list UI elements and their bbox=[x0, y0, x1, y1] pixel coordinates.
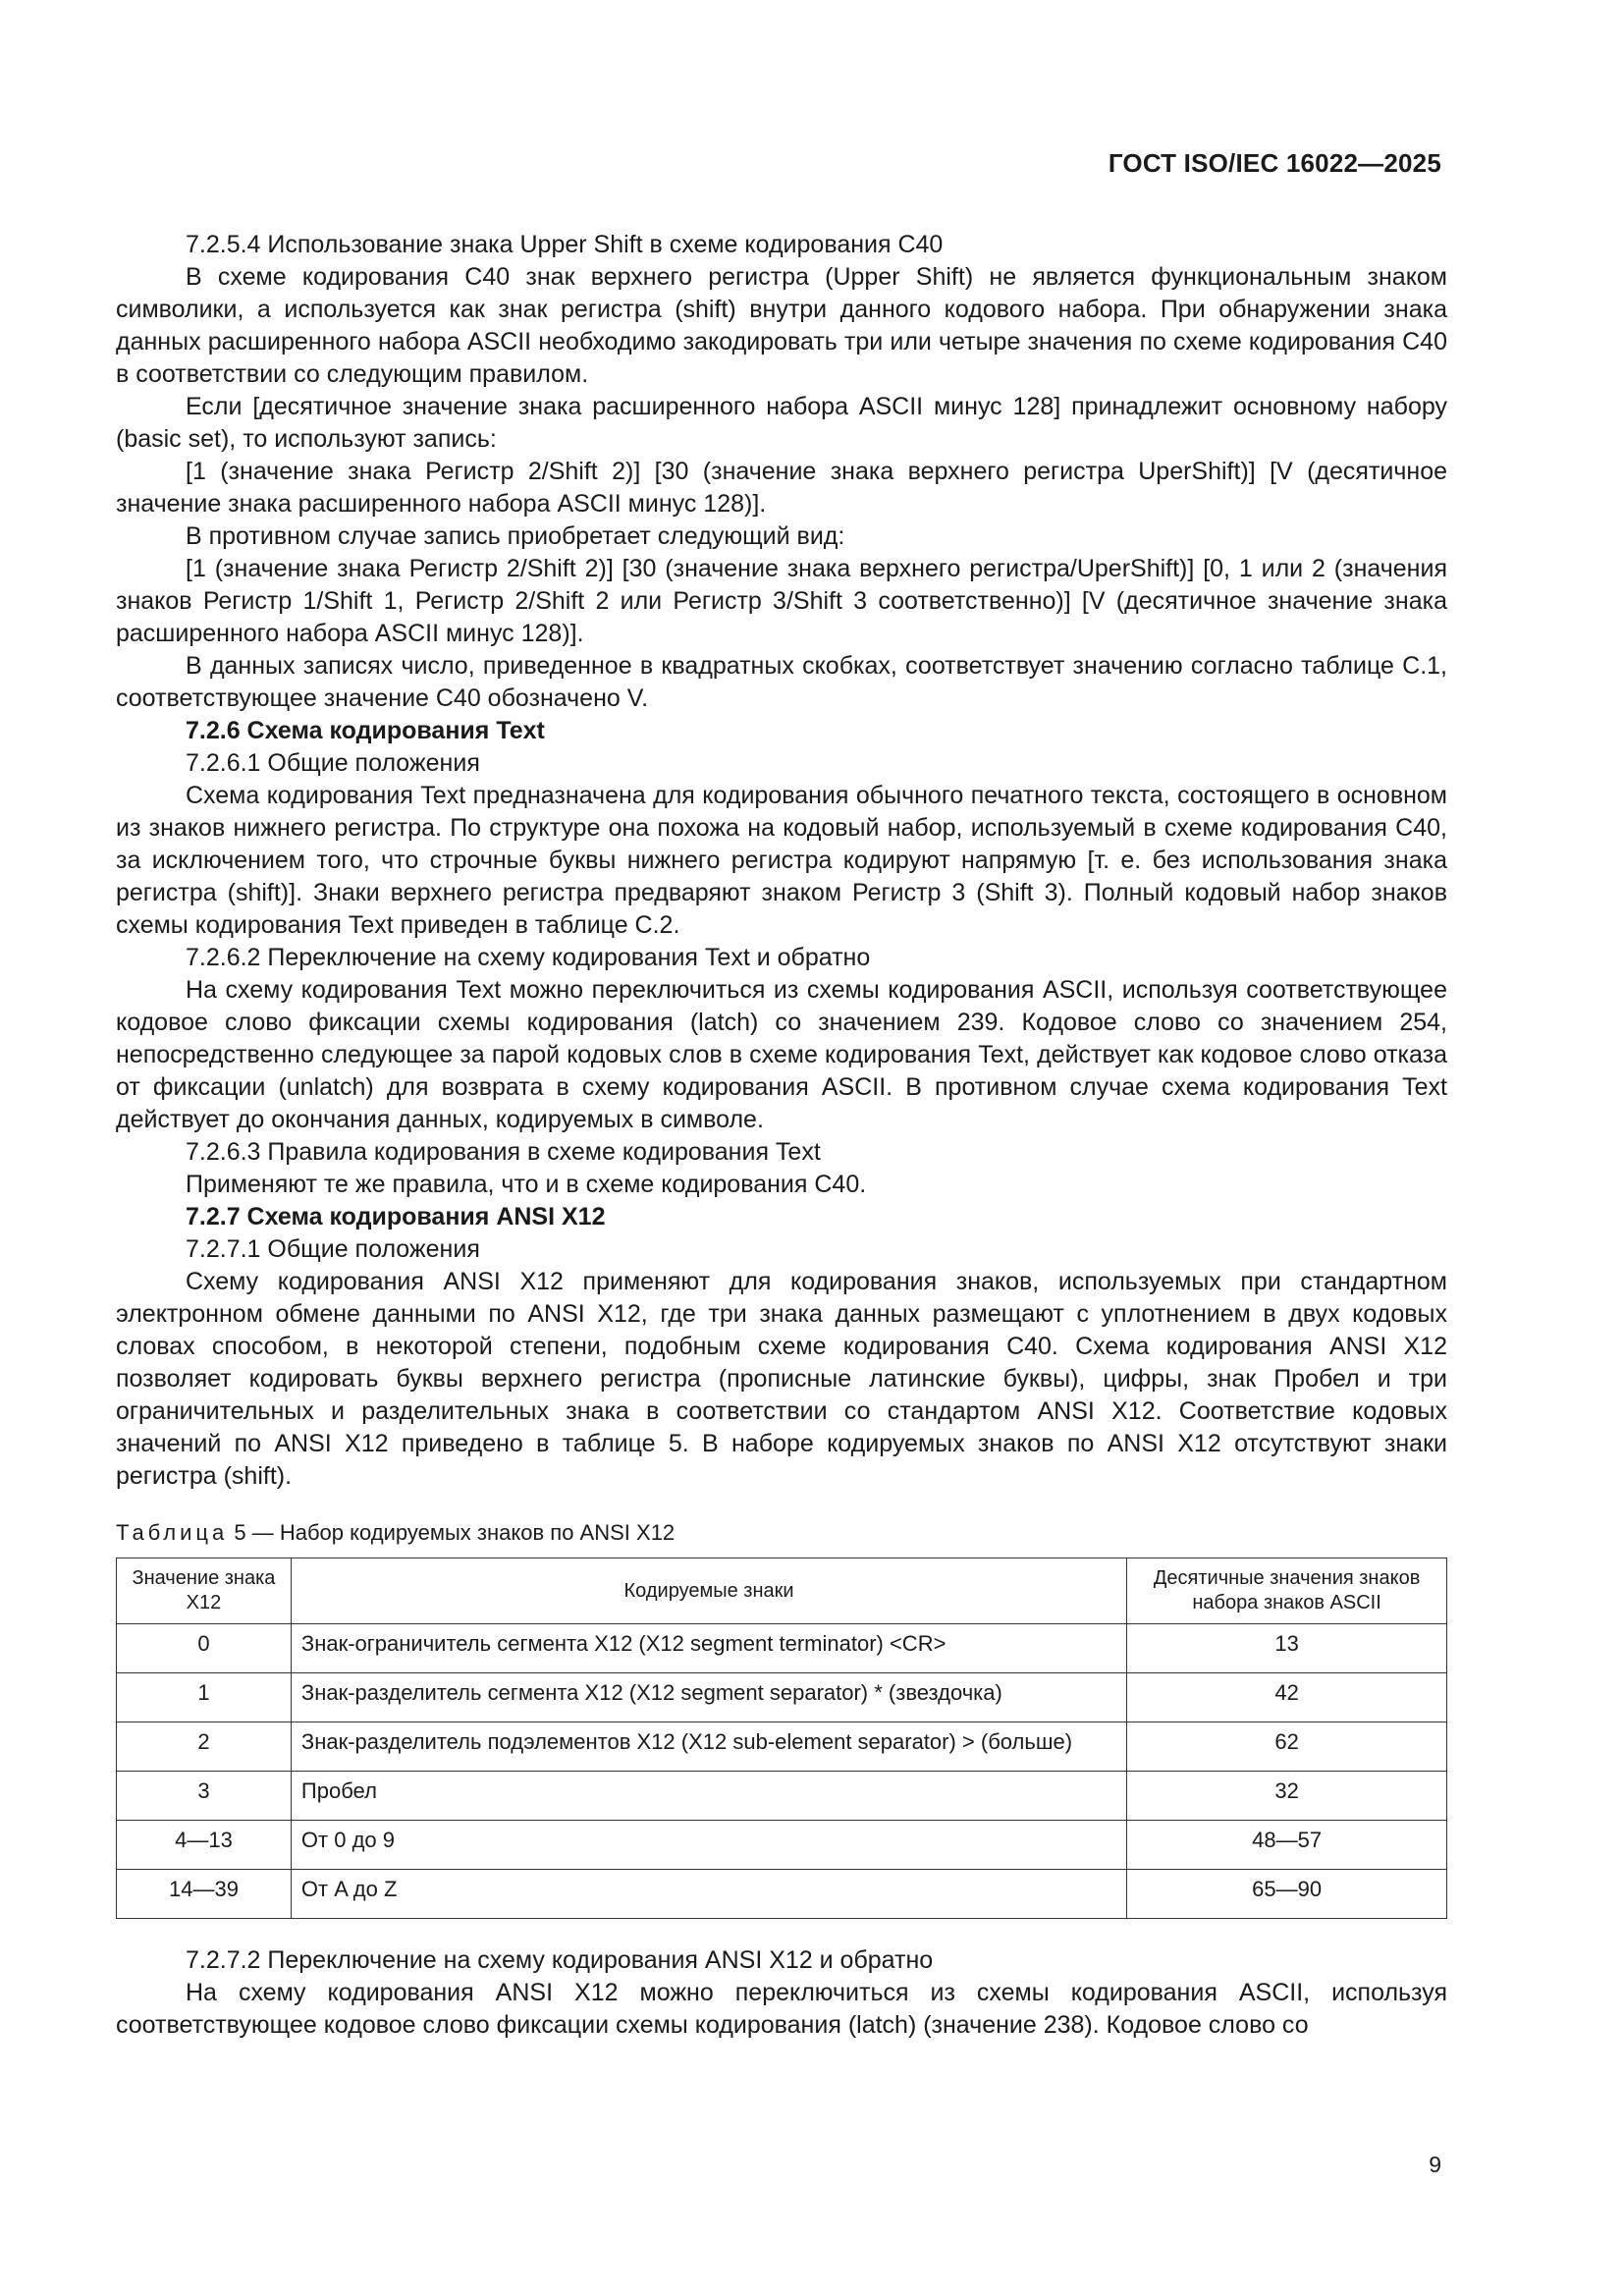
cell-x12-value: 3 bbox=[117, 1772, 292, 1821]
table-header-encoded-chars: Кодируемые знаки bbox=[291, 1558, 1126, 1624]
section-heading: 7.2.7 Схема кодирования ANSI X12 bbox=[186, 1203, 606, 1230]
cell-x12-value: 1 bbox=[117, 1673, 292, 1722]
cell-encoded-chars: Знак-разделитель подэлементов X12 (X12 sub-element separator) > (больше) bbox=[291, 1722, 1126, 1772]
cell-encoded-chars: Знак-ограничитель сегмента X12 (X12 segment terminator) <CR> bbox=[291, 1624, 1126, 1673]
paragraph: Если [десятичное значение знака расширенного набора ASCII минус 128] принадлежит основному набору (basic set), то используют запись: bbox=[116, 393, 1447, 453]
table-caption-title: 5 — Набор кодируемых знаков по ANSI X12 bbox=[228, 1520, 676, 1545]
paragraph: 7.2.6.3 Правила кодирования в схеме кодирования Text bbox=[186, 1138, 821, 1166]
cell-x12-value: 2 bbox=[117, 1722, 292, 1772]
paragraph: Применяют те же правила, что и в схеме кодирования C40. bbox=[186, 1171, 867, 1198]
table-row bbox=[117, 1870, 1447, 1919]
cell-ascii-value: 62 bbox=[1127, 1722, 1447, 1772]
cell-x12-value: 4—13 bbox=[117, 1821, 292, 1870]
paragraph: В противном случае запись приобретает следующий вид: bbox=[186, 522, 845, 550]
table-row bbox=[117, 1624, 1447, 1673]
cell-ascii-value: 13 bbox=[1127, 1624, 1447, 1673]
table-header-x12-value: Значение знака X12 bbox=[117, 1558, 292, 1624]
page-content bbox=[116, 229, 1447, 2042]
paragraph: Схему кодирования ANSI X12 применяют для кодирования знаков, используемых при стандартном электронном обмене данными по ANSI X12, где три знака данных размещают с уплотнением в двух кодовых словах способом, в некоторой степени, подобным схеме кодирования C40. Схема кодирования ANSI X12 позволяет кодировать буквы верхнего регистра (прописные латинские буквы), цифры, знак Пробел и три ограничительных и разделительных знака в соответствии со стандартом ANSI X12. Соответствие кодовых значений по ANSI X12 приведено в таблице 5. В наборе кодируемых знаков по ANSI X12 отсутствуют знаки регистра (shift). bbox=[116, 1268, 1447, 1490]
ansi-x12-table bbox=[116, 1558, 1447, 1919]
paragraph: 7.2.6.1 Общие положения bbox=[186, 749, 480, 777]
paragraph: 7.2.7.2 Переключение на схему кодирования ANSI X12 и обратно bbox=[186, 1946, 934, 1974]
cell-ascii-value: 48—57 bbox=[1127, 1821, 1447, 1870]
table-row bbox=[117, 1673, 1447, 1722]
cell-ascii-value: 42 bbox=[1127, 1673, 1447, 1722]
cell-encoded-chars: Пробел bbox=[291, 1772, 1126, 1821]
table-header-ascii-values: Десятичные значения знаков набора знаков ASCII bbox=[1127, 1558, 1447, 1624]
table-row bbox=[117, 1722, 1447, 1772]
paragraph: 7.2.7.1 Общие положения bbox=[186, 1235, 480, 1263]
paragraph: [1 (значение знака Регистр 2/Shift 2)] [30 (значение знака верхнего регистра/UperShift)] [0, 1 или 2 (значения знаков Регистр 1/Shift 1, Регистр 2/Shift 2 или Регистр 3/Shift 3 соответственно)] [V (десятичное значение знака расширенного набора ASCII минус 128)]. bbox=[116, 555, 1447, 647]
paragraph: 7.2.6.2 Переключение на схему кодирования Text и обратно bbox=[186, 944, 871, 971]
cell-x12-value: 14—39 bbox=[117, 1870, 292, 1919]
text-before-table bbox=[116, 229, 1447, 1493]
text-after-table bbox=[116, 1944, 1447, 2042]
cell-x12-value: 0 bbox=[117, 1624, 292, 1673]
document-header: ГОСТ ISO/IEC 16022—2025 bbox=[1108, 148, 1441, 178]
paragraph: 7.2.5.4 Использование знака Upper Shift в схеме кодирования C40 bbox=[186, 231, 944, 258]
cell-encoded-chars: От 0 до 9 bbox=[291, 1821, 1126, 1870]
paragraph: В данных записях число, приведенное в квадратных скобках, соответствует значению согласно таблице C.1, соответствующее значение C40 обозначено V. bbox=[116, 652, 1447, 712]
paragraph: На схему кодирования ANSI X12 можно переключиться из схемы кодирования ASCII, используя соответствующее кодовое слово фиксации схемы кодирования (latch) (значение 238). Кодовое слово со bbox=[116, 1979, 1447, 2039]
cell-encoded-chars: От A до Z bbox=[291, 1870, 1126, 1919]
cell-ascii-value: 65—90 bbox=[1127, 1870, 1447, 1919]
paragraph: В схеме кодирования C40 знак верхнего регистра (Upper Shift) не является функциональным знаком символики, а используется как знак регистра (shift) внутри данного кодового набора. При обнаружении знака данных расширенного набора ASCII необходимо закодировать три или четыре значения по схеме кодирования C40 в соответствии со следующим правилом. bbox=[116, 263, 1447, 388]
paragraph: Схема кодирования Text предназначена для кодирования обычного печатного текста, состоящего в основном из знаков нижнего регистра. По структуре она похожа на кодовый набор, используемый в схеме кодирования C40, за исключением того, что строчные буквы нижнего регистра кодируют напрямую [т. е. без использования знака регистра (shift)]. Знаки верхнего регистра предваряют знаком Регистр 3 (Shift 3). Полный кодовый набор знаков схемы кодирования Text приведен в таблице C.2. bbox=[116, 782, 1447, 939]
table-row bbox=[117, 1772, 1447, 1821]
table-caption bbox=[116, 1518, 1447, 1548]
paragraph: [1 (значение знака Регистр 2/Shift 2)] [30 (значение знака верхнего регистра UperShift)] [V (десятичное значение знака расширенного набора ASCII минус 128)]. bbox=[116, 458, 1447, 518]
page-number: 9 bbox=[1429, 2152, 1441, 2177]
cell-encoded-chars: Знак-разделитель сегмента X12 (X12 segment separator) * (звездочка) bbox=[291, 1673, 1126, 1722]
cell-ascii-value: 32 bbox=[1127, 1772, 1447, 1821]
section-heading: 7.2.6 Схема кодирования Text bbox=[186, 717, 545, 744]
table-caption-word: Таблица bbox=[116, 1520, 229, 1545]
paragraph: На схему кодирования Text можно переключиться из схемы кодирования ASCII, используя соответствующее кодовое слово фиксации схемы кодирования (latch) со значением 239. Кодовое слово со значением 254, непосредственно следующее за парой кодовых слов в схеме кодирования Text, действует как кодовое слово отказа от фиксации (unlatch) для возврата в схему кодирования ASCII. В противном случае схема кодирования Text действует до окончания данных, кодируемых в символе. bbox=[116, 976, 1447, 1133]
table-row bbox=[117, 1821, 1447, 1870]
table-body bbox=[117, 1624, 1447, 1919]
